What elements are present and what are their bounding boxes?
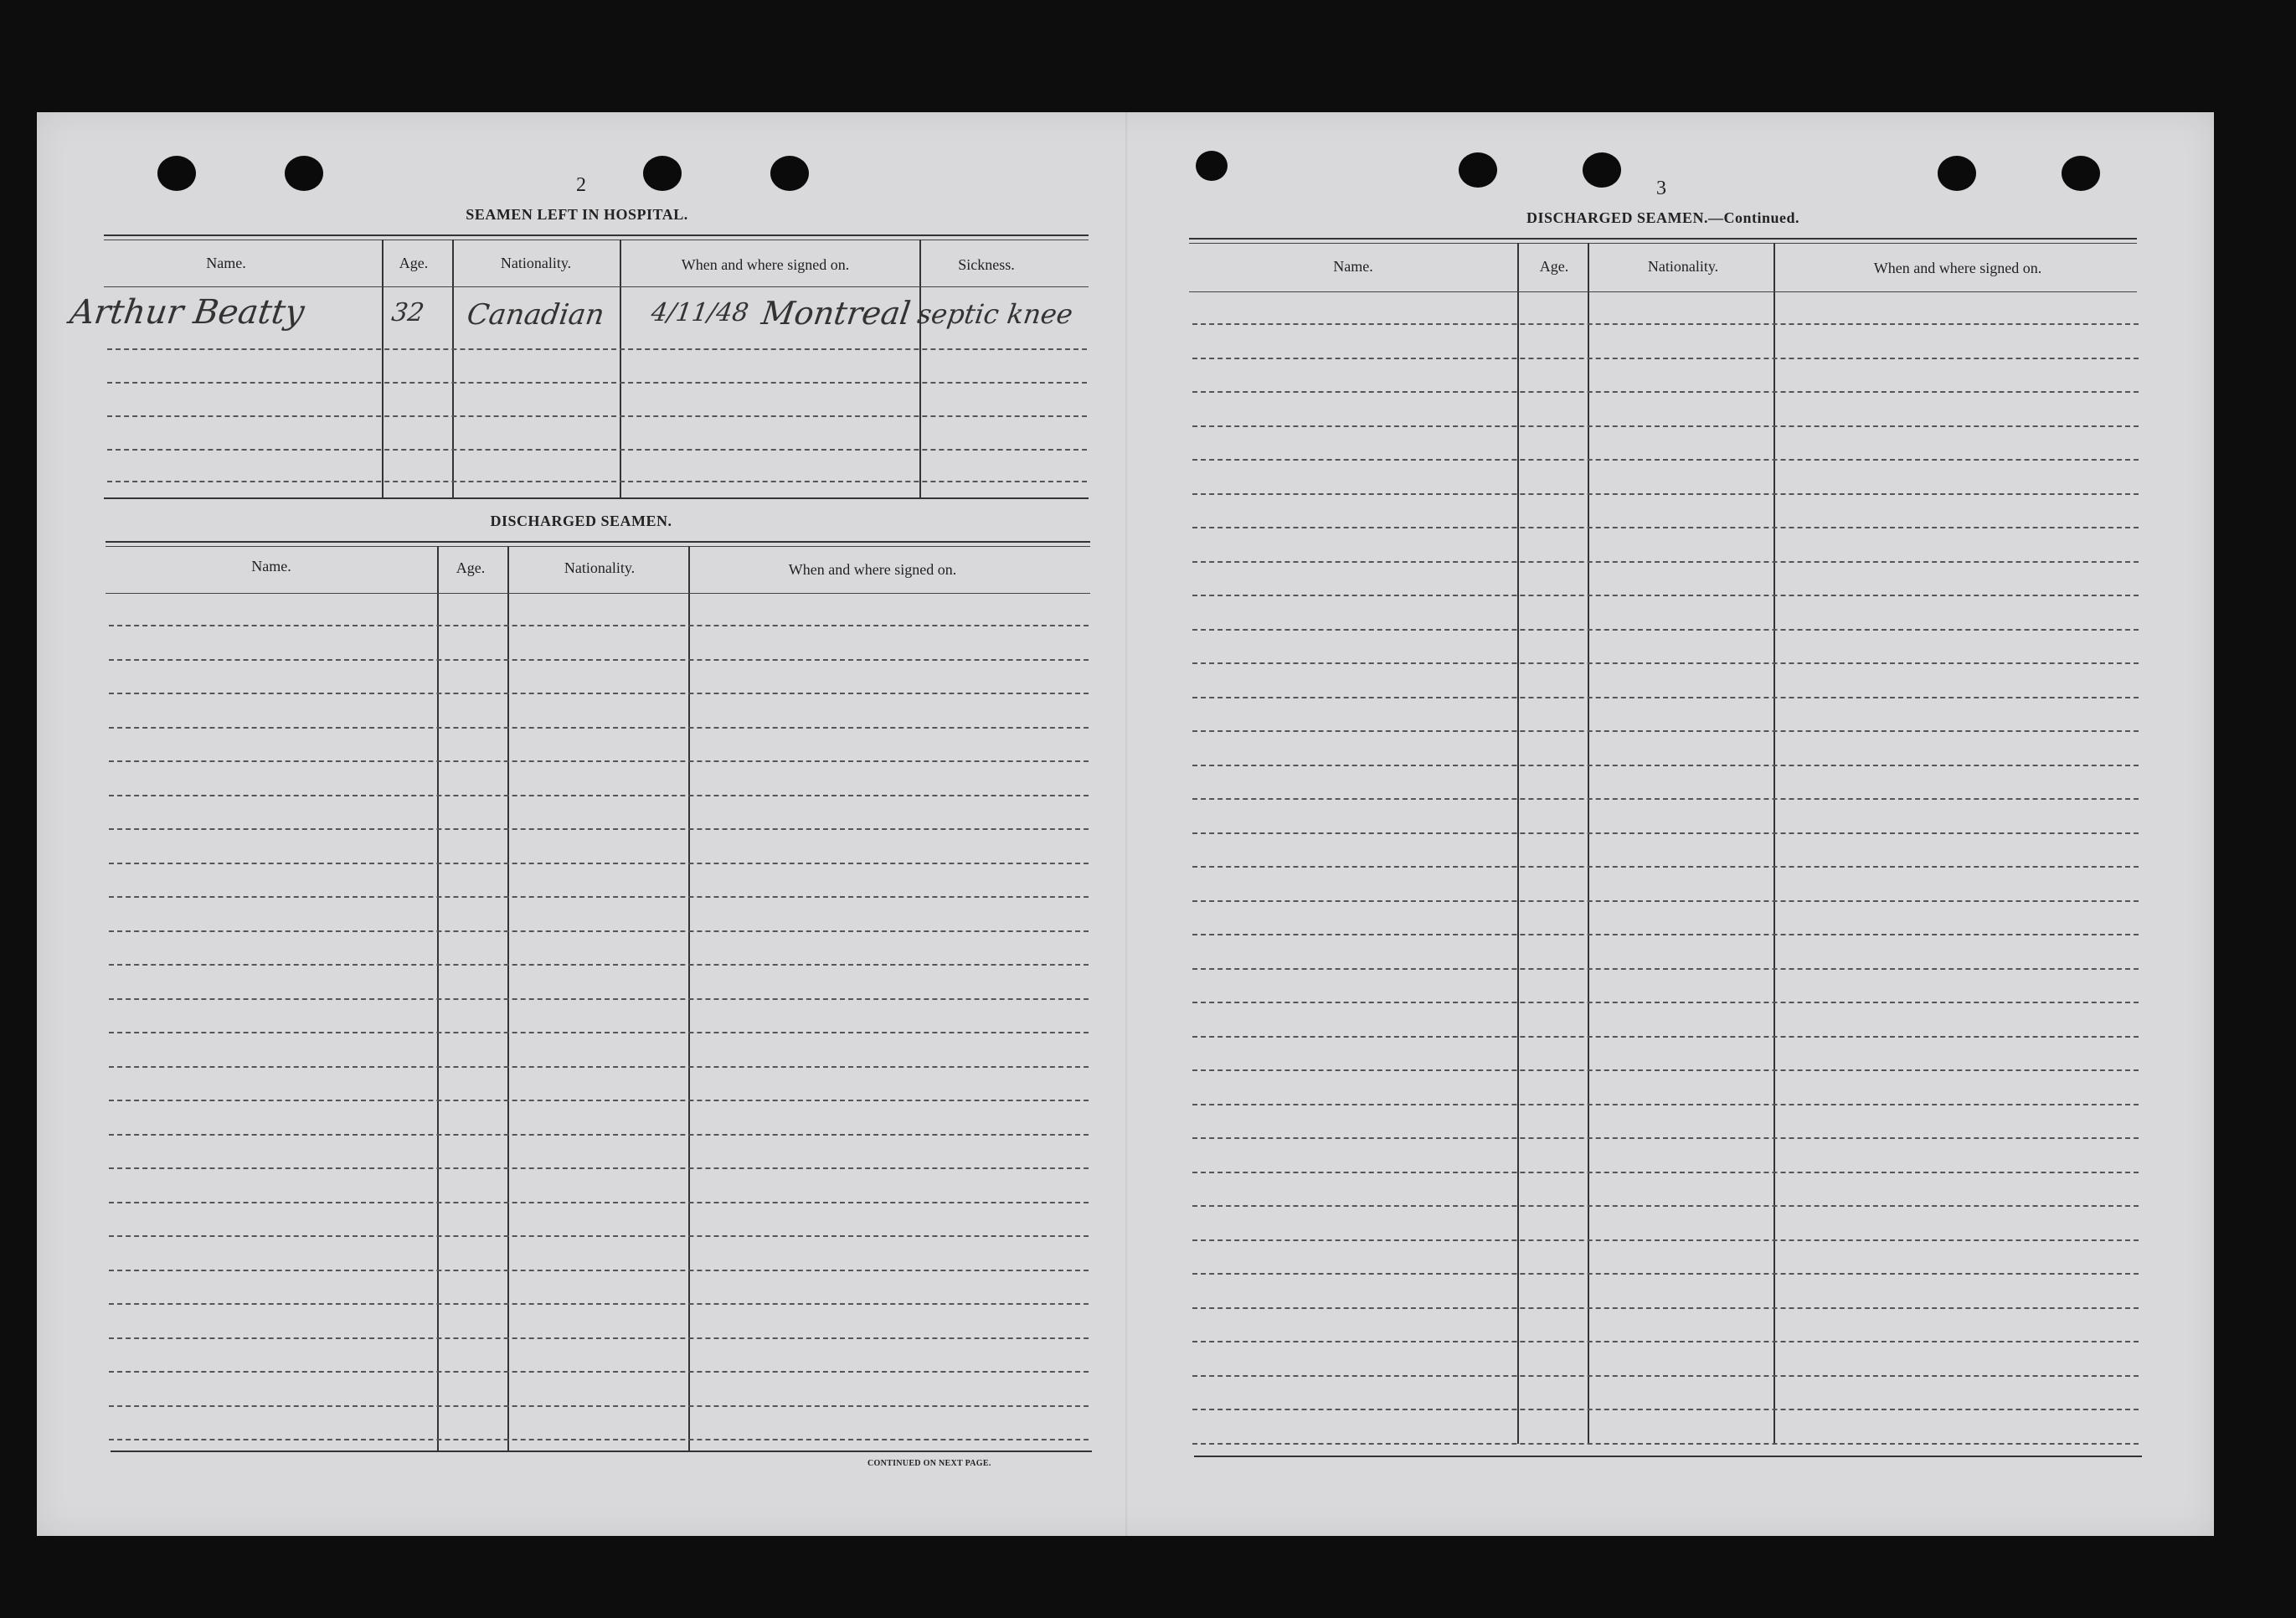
- entry-line: [109, 1032, 1089, 1033]
- entry-line: [1192, 323, 2139, 325]
- header-underline: [104, 286, 1089, 287]
- entry-line: [1192, 493, 2139, 495]
- handwritten-name: Arthur Beatty: [67, 293, 307, 332]
- page-number: 3: [1656, 178, 1666, 199]
- entry-line: [1192, 1137, 2139, 1139]
- column-divider: [1517, 243, 1519, 1444]
- hospital-section-title: SEAMEN LEFT IN HOSPITAL.: [466, 206, 688, 223]
- entry-line: [1192, 1172, 2139, 1173]
- entry-line: [1192, 765, 2139, 766]
- page-number: 2: [576, 174, 586, 196]
- table-rule: [1189, 243, 2137, 244]
- entry-line: [1192, 1443, 2139, 1445]
- entry-line: [109, 1371, 1089, 1373]
- entry-line: [1192, 1104, 2139, 1105]
- entry-line: [109, 1337, 1089, 1339]
- entry-line: [1192, 832, 2139, 834]
- column-header-age: Age.: [399, 255, 429, 271]
- punch-hole: [1583, 152, 1621, 188]
- entry-line: [109, 1405, 1089, 1407]
- handwritten-date: 4/11/48: [649, 298, 751, 327]
- entry-line: [109, 1167, 1089, 1169]
- column-header-signed-on: When and where signed on.: [1873, 260, 2042, 276]
- table-rule: [104, 234, 1089, 236]
- entry-line: [1192, 1341, 2139, 1342]
- punch-hole: [1196, 151, 1228, 181]
- punch-hole: [157, 156, 196, 191]
- entry-line: [109, 1439, 1089, 1440]
- punch-hole: [285, 156, 323, 191]
- entry-line: [1192, 1205, 2139, 1207]
- entry-line: [1192, 1069, 2139, 1071]
- punch-hole: [643, 156, 682, 191]
- header-underline: [1189, 291, 2137, 292]
- table-rule: [1189, 238, 2137, 240]
- entry-line: [109, 1134, 1089, 1136]
- entry-line: [109, 930, 1089, 932]
- entry-line: [1192, 1036, 2139, 1038]
- column-header-nationality: Nationality.: [1647, 258, 1719, 275]
- discharged-section-title: DISCHARGED SEAMEN.: [490, 513, 672, 529]
- column-header-nationality: Nationality.: [500, 255, 572, 271]
- column-header-sickness: Sickness.: [958, 256, 1015, 273]
- entry-line: [1192, 358, 2139, 359]
- entry-line: [109, 625, 1089, 626]
- punch-hole: [2062, 156, 2100, 191]
- entry-line: [1192, 1273, 2139, 1275]
- entry-line: [1192, 697, 2139, 698]
- entry-line: [1192, 629, 2139, 631]
- punch-hole: [1938, 156, 1976, 191]
- entry-line: [109, 896, 1089, 898]
- column-divider: [1588, 243, 1589, 1444]
- entry-line: [1192, 1307, 2139, 1309]
- center-fold: [1125, 112, 1127, 1536]
- column-header-signed-on: When and where signed on.: [788, 561, 957, 578]
- entry-line: [109, 863, 1089, 864]
- column-header-age: Age.: [1539, 258, 1569, 275]
- table-rule: [1194, 1456, 2142, 1457]
- entry-line: [109, 1270, 1089, 1271]
- entry-line: [1192, 798, 2139, 800]
- entry-line: [1192, 662, 2139, 664]
- entry-line: [107, 382, 1087, 384]
- entry-line: [1192, 1375, 2139, 1377]
- continued-note: CONTINUED ON NEXT PAGE.: [867, 1459, 991, 1468]
- entry-line: [1192, 595, 2139, 596]
- entry-line: [1192, 1002, 2139, 1003]
- entry-line: [109, 964, 1089, 966]
- ledger-spread: [37, 112, 2214, 1536]
- entry-line: [107, 348, 1087, 350]
- entry-line: [1192, 527, 2139, 528]
- column-header-age: Age.: [456, 559, 486, 576]
- entry-line: [109, 1235, 1089, 1237]
- entry-line: [1192, 968, 2139, 970]
- entry-line: [1192, 391, 2139, 393]
- entry-line: [107, 449, 1087, 451]
- entry-line: [1192, 459, 2139, 461]
- column-header-nationality: Nationality.: [564, 559, 636, 576]
- entry-line: [1192, 934, 2139, 935]
- entry-line: [1192, 1239, 2139, 1241]
- entry-line: [109, 1303, 1089, 1305]
- entry-line: [109, 1202, 1089, 1203]
- handwritten-nationality: Canadian: [465, 298, 607, 332]
- entry-line: [109, 693, 1089, 694]
- entry-line: [109, 1100, 1089, 1101]
- column-divider: [382, 240, 384, 497]
- entry-line: [1192, 561, 2139, 563]
- header-underline: [106, 593, 1090, 594]
- entry-line: [109, 760, 1089, 762]
- column-header-name: Name.: [206, 255, 246, 271]
- handwritten-place: Montreal: [759, 295, 914, 332]
- column-divider: [620, 240, 621, 497]
- punch-hole: [1459, 152, 1497, 188]
- entry-line: [1192, 866, 2139, 868]
- entry-line: [109, 828, 1089, 830]
- entry-line: [109, 795, 1089, 796]
- entry-line: [1192, 730, 2139, 732]
- entry-line: [107, 415, 1087, 417]
- entry-line: [1192, 425, 2139, 427]
- table-rule: [106, 546, 1090, 547]
- column-header-name: Name.: [1333, 258, 1373, 275]
- entry-line: [109, 727, 1089, 729]
- column-divider: [1773, 243, 1775, 1444]
- handwritten-age: 32: [389, 298, 426, 327]
- entry-line: [109, 1066, 1089, 1068]
- discharged-continued-title: DISCHARGED SEAMEN.—Continued.: [1526, 209, 1800, 226]
- table-rule: [106, 541, 1090, 543]
- entry-line: [1192, 1409, 2139, 1410]
- punch-hole: [770, 156, 809, 191]
- column-header-signed-on: When and where signed on.: [681, 256, 850, 273]
- table-rule: [104, 497, 1089, 499]
- column-header-name: Name.: [251, 558, 291, 575]
- entry-line: [109, 659, 1089, 661]
- column-divider: [452, 240, 454, 497]
- column-divider: [919, 240, 921, 497]
- handwritten-sickness: septic knee: [915, 298, 1075, 330]
- entry-line: [109, 998, 1089, 1000]
- entry-line: [107, 481, 1087, 482]
- entry-line: [1192, 900, 2139, 902]
- table-rule: [111, 1451, 1092, 1452]
